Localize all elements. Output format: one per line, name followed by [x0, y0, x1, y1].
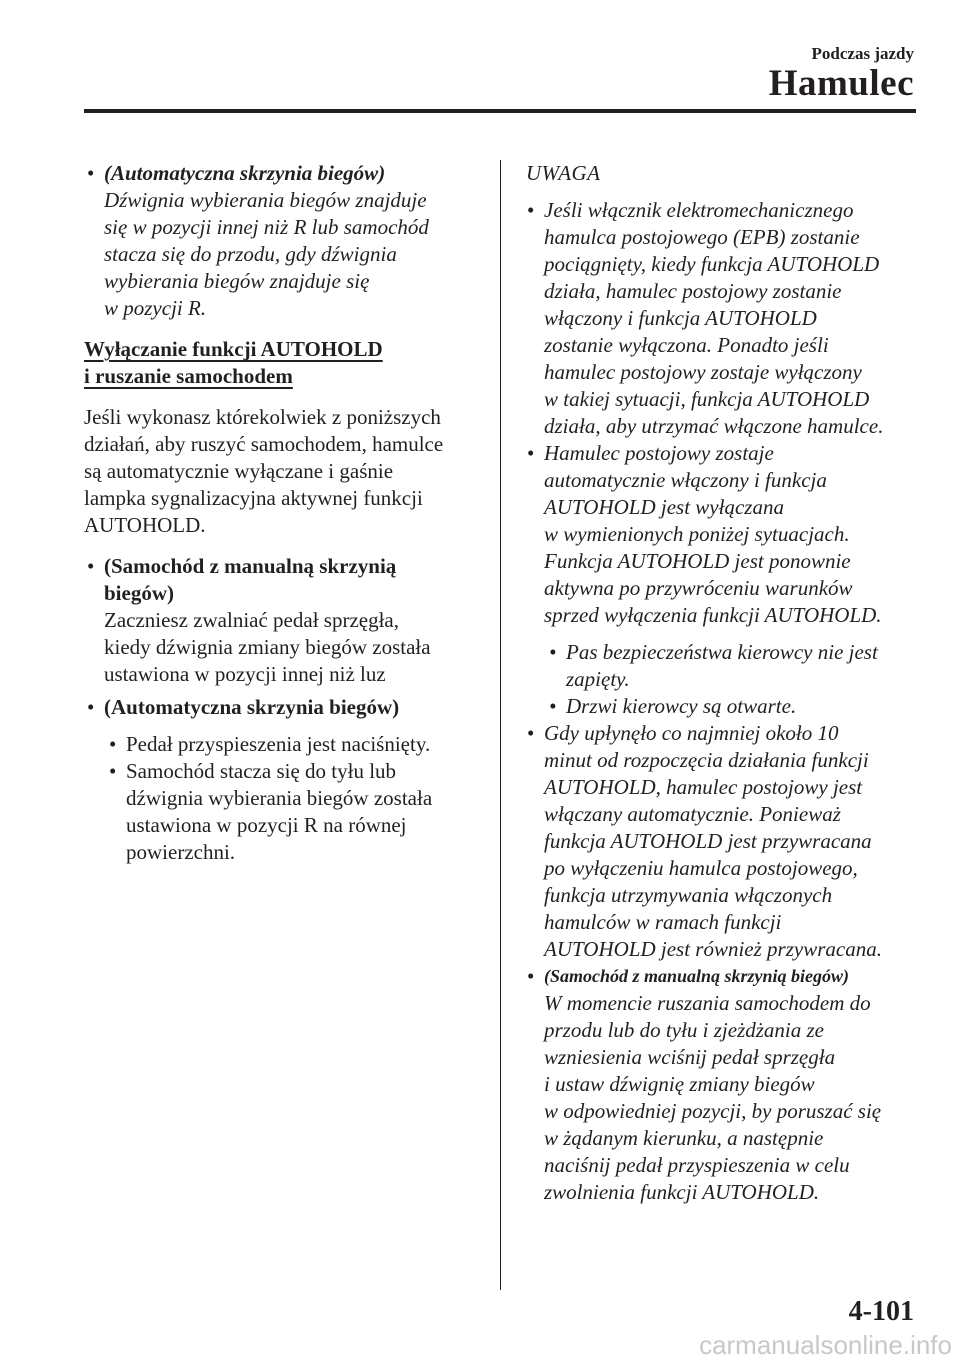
text-line: sprzed wyłączenia funkcji AUTOHOLD.	[544, 603, 882, 627]
bullet-dot: •	[109, 759, 117, 783]
text-line: Gdy upłynęło co najmniej około 10	[544, 721, 839, 745]
bullet-automatic-gearbox-2	[84, 694, 480, 721]
note-heading: UWAGA	[526, 161, 601, 185]
bullet-dot: •	[527, 198, 535, 222]
bullet-title: (Automatyczna skrzynia biegów)	[104, 161, 386, 185]
bullet-dot: •	[87, 161, 95, 185]
sub-bullet	[106, 758, 480, 866]
text-line: lampka sygnalizacyjna aktywnej funkcji	[84, 486, 423, 510]
text-line: w wymienionych poniżej sytuacjach.	[544, 522, 850, 546]
text-line: są automatycznie wyłączane i gaśnie	[84, 459, 394, 483]
bullet-dot: •	[109, 732, 117, 756]
text-line: minut od rozpoczęcia działania funkcji	[544, 748, 869, 772]
text-line: stacza się do przodu, gdy dźwignia	[104, 242, 397, 266]
text-line: kiedy dźwignia zmiany biegów została	[104, 635, 431, 659]
text-line: Funkcja AUTOHOLD jest ponownie	[544, 549, 851, 573]
text-line: automatycznie włączony i funkcja	[544, 468, 827, 492]
bullet-title: (Automatyczna skrzynia biegów)	[104, 695, 400, 719]
text-line: w takiej sytuacji, funkcja AUTOHOLD	[544, 387, 870, 411]
text-line: aktywna po przywróceniu warunków	[544, 576, 853, 600]
text-line: funkcja AUTOHOLD jest przywracana	[544, 829, 872, 853]
page-header	[0, 0, 960, 120]
text-line: Dźwignia wybierania biegów znajduje	[104, 188, 427, 212]
text-line: Drzwi kierowcy są otwarte.	[566, 694, 797, 718]
text-line: hamulca postojowego (EPB) zostanie	[544, 225, 860, 249]
subheading-line: i ruszanie samochodem	[84, 364, 293, 388]
text-line: powierzchni.	[126, 840, 236, 864]
text-line: Jeśli włącznik elektromechanicznego	[544, 198, 854, 222]
watermark: carmanualsonline.info	[699, 1330, 952, 1360]
sub-bullet	[546, 693, 924, 720]
sub-bullet	[106, 731, 480, 758]
text-line: włączany automatycznie. Ponieważ	[544, 802, 841, 826]
text-line: wybierania biegów znajduje się	[104, 269, 370, 293]
text-line: w pozycji R.	[104, 296, 207, 320]
text-line: działa, aby utrzymać włączone hamulce.	[544, 414, 884, 438]
right-column	[524, 160, 924, 1206]
text-line: zapięty.	[566, 667, 630, 691]
text-line: Samochód stacza się do tyłu lub	[126, 759, 397, 783]
page-title: Hamulec	[768, 63, 914, 104]
text-line: hamulec postojowy zostaje wyłączony	[544, 360, 862, 384]
text-line: Hamulec postojowy zostaje	[544, 441, 774, 465]
text-line: działa, hamulec postojowy zostanie	[544, 279, 842, 303]
paragraph	[84, 404, 480, 539]
text-line: W momencie ruszania samochodem do	[544, 991, 871, 1015]
bullet-dot: •	[527, 441, 535, 465]
text-line: ustawiona w pozycji innej niż luz	[104, 662, 386, 686]
subheading-line: Wyłączanie funkcji AUTOHOLD	[84, 337, 383, 361]
note-bullet-epb	[524, 197, 924, 440]
bullet-title: biegów)	[104, 581, 174, 605]
text-line: zwolnienia funkcji AUTOHOLD.	[544, 1180, 820, 1204]
text-line: Pas bezpieczeństwa kierowcy nie jest	[566, 640, 878, 664]
sub-bullet	[546, 639, 924, 693]
page-number: 4-101	[848, 1296, 914, 1327]
bullet-title: (Samochód z manualną skrzynią biegów)	[544, 966, 850, 986]
column-divider	[500, 160, 501, 1290]
header-rule	[84, 109, 916, 113]
text-line: zostanie wyłączona. Ponadto jeśli	[544, 333, 829, 357]
note-bullet-manual-gearbox	[524, 963, 924, 1206]
text-line: Pedał przyspieszenia jest naciśnięty.	[126, 732, 431, 756]
text-line: AUTOHOLD.	[84, 513, 206, 537]
text-line: i ustaw dźwignię zmiany biegów	[544, 1072, 815, 1096]
bullet-automatic-gearbox	[84, 160, 480, 322]
bullet-manual-gearbox	[84, 553, 480, 688]
text-line: Jeśli wykonasz którekolwiek z poniższych	[84, 405, 441, 429]
text-line: hamulców w ramach funkcji	[544, 910, 782, 934]
text-line: ustawiona w pozycji R na równej	[126, 813, 407, 837]
bullet-dot: •	[549, 694, 557, 718]
text-line: się w pozycji innej niż R lub samochód	[104, 215, 429, 239]
text-line: AUTOHOLD, hamulec postojowy jest	[544, 775, 863, 799]
text-line: w odpowiedniej pozycji, by poruszać się	[544, 1099, 882, 1123]
text-line: po wyłączeniu hamulca postojowego,	[544, 856, 858, 880]
text-line: dźwignia wybierania biegów została	[126, 786, 433, 810]
text-line: w żądanym kierunku, a następnie	[544, 1126, 824, 1150]
bullet-dot: •	[87, 695, 95, 719]
text-line: AUTOHOLD jest również przywracana.	[544, 937, 882, 961]
text-line: wzniesienia wciśnij pedał sprzęgła	[544, 1045, 836, 1069]
bullet-title: (Samochód z manualną skrzynią	[104, 554, 397, 578]
section-label: Podczas jazdy	[811, 44, 914, 63]
bullet-dot: •	[527, 721, 535, 745]
text-line: pociągnięty, kiedy funkcja AUTOHOLD	[544, 252, 880, 276]
text-line: funkcja utrzymywania włączonych	[544, 883, 833, 907]
text-line: Zaczniesz zwalniać pedał sprzęgła,	[104, 608, 399, 632]
text-line: naciśnij pedał przyspieszenia w celu	[544, 1153, 850, 1177]
subheading	[84, 336, 480, 390]
bullet-dot: •	[549, 640, 557, 664]
bullet-dot: •	[87, 554, 95, 578]
text-line: włączony i funkcja AUTOHOLD	[544, 306, 817, 330]
note-bullet-parking-brake	[524, 440, 924, 629]
text-line: przodu lub do tyłu i zjeżdżania ze	[544, 1018, 825, 1042]
note-bullet-timeout	[524, 720, 924, 963]
text-line: działań, aby ruszyć samochodem, hamulce	[84, 432, 444, 456]
left-column	[84, 160, 480, 866]
text-line: AUTOHOLD jest wyłączana	[544, 495, 784, 519]
bullet-dot: •	[527, 964, 535, 988]
